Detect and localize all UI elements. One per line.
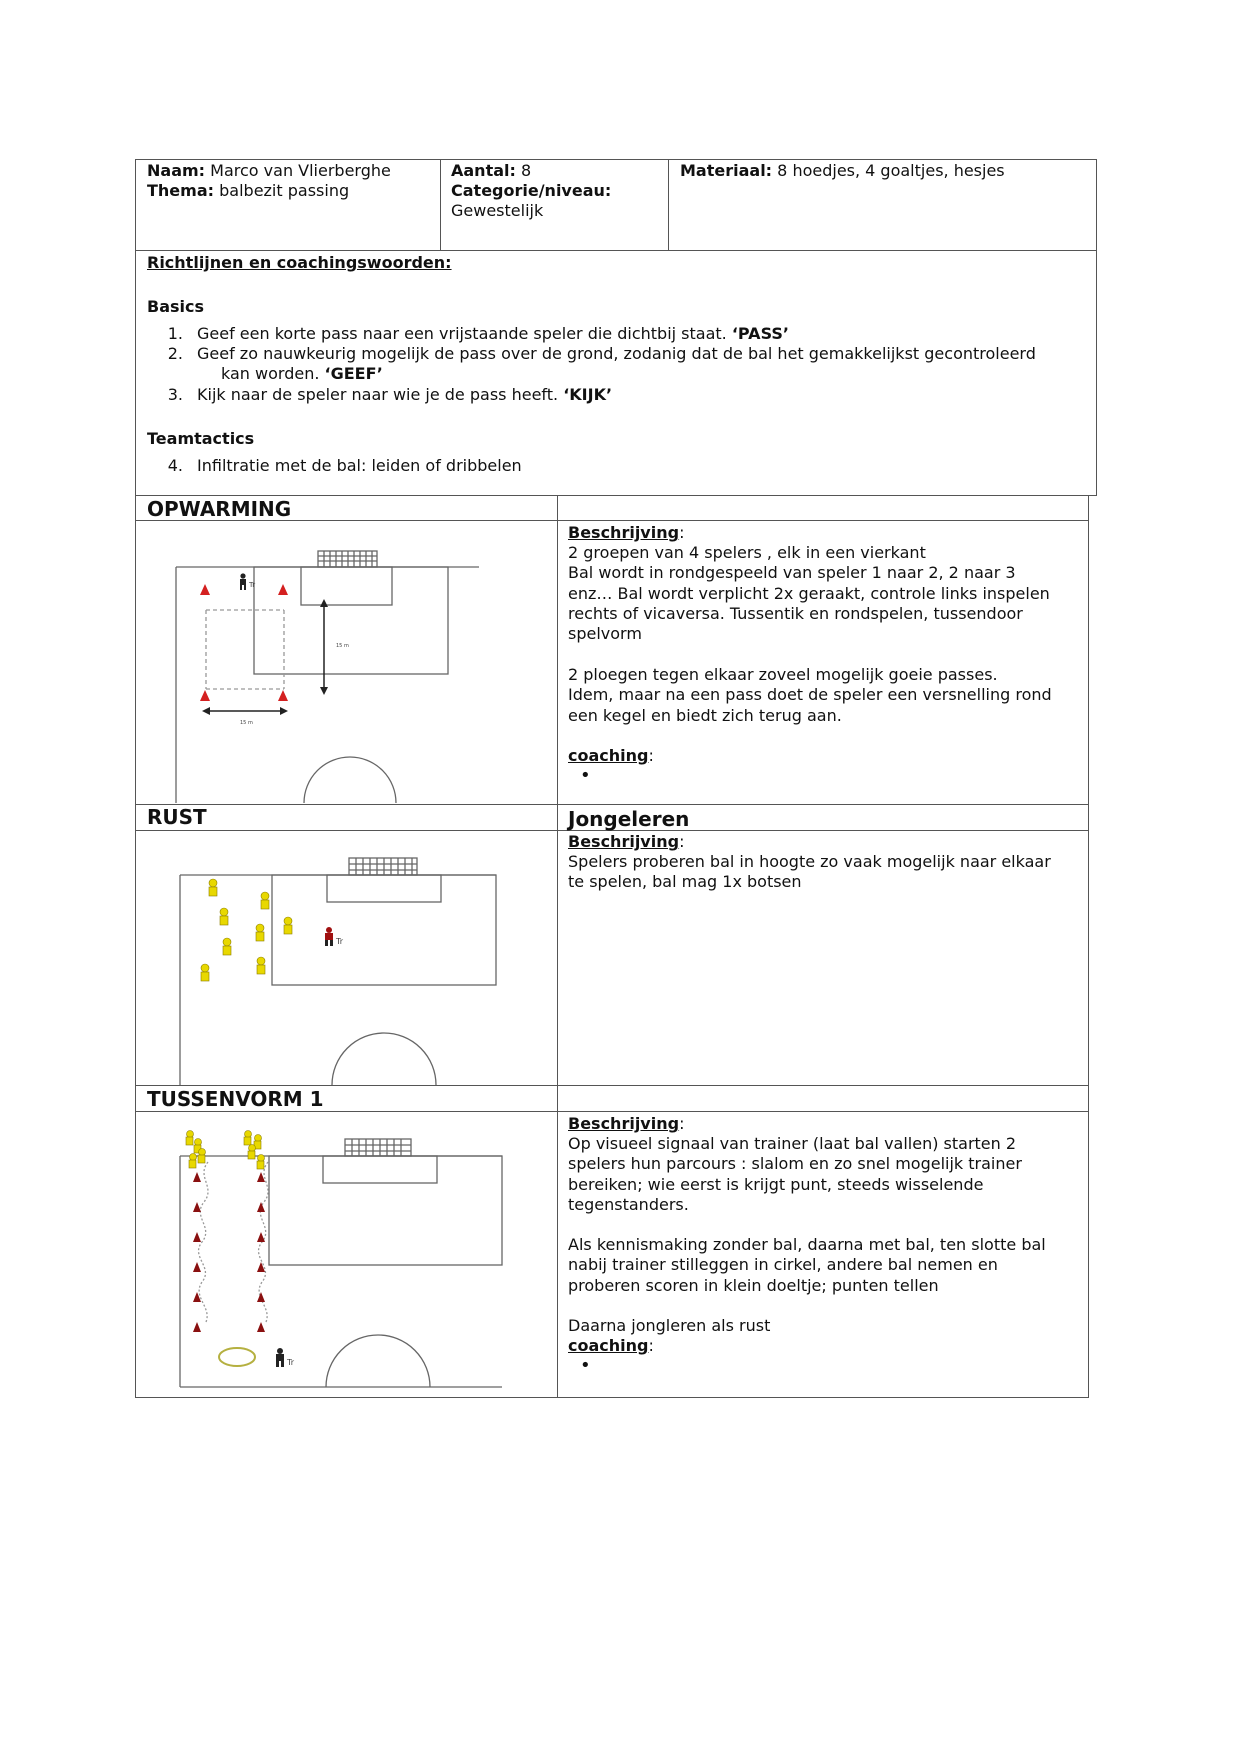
tussenvorm-diagram (136, 1112, 556, 1397)
opwarming-paragraph-2: 2 ploegen tegen elkaar zoveel mogelijk goeie passes. Idem, maar na een pass doet de speler een versnelling rond een kegel en biedt zich terug aan. (568, 665, 1052, 725)
rust-diagram (136, 831, 556, 1085)
naam-label: Naam: (147, 161, 206, 180)
guidelines-title: Richtlijnen en coachingswoorden: (147, 253, 452, 272)
categorie-label: Categorie/niveau: (451, 181, 612, 200)
rust-trainer-label: Tr (336, 937, 343, 946)
naam-row (147, 161, 391, 181)
opwarming-diagram (136, 521, 556, 803)
section-right-title-jongeleren: Jongeleren (568, 807, 690, 831)
basics-item-2: 2. Geef zo nauwkeurig mogelijk de pass over de grond, zodanig dat de bal het gemakkelijkst gecontroleerd (167, 344, 1036, 363)
basics-item-3: 3. Kijk naar de speler naar wie je de pass heeft. ‘KIJK’ (167, 385, 613, 404)
opwarming-beschrijving: Beschrijving: (568, 523, 685, 542)
tussenvorm-coaching: coaching: (568, 1336, 654, 1355)
section-title-rust: RUST (147, 805, 207, 829)
materiaal-row (680, 161, 1005, 181)
aantal-value: 8 (521, 161, 532, 180)
basics-item-2-cont: kan worden. ‘GEEF’ (221, 364, 383, 383)
teamtactics-heading: Teamtactics (147, 429, 255, 448)
rust-beschrijving: Beschrijving: (568, 832, 685, 851)
tussenvorm-paragraph-3: Daarna jongleren als rust (568, 1316, 771, 1335)
categorie-value: Gewestelijk (451, 201, 544, 220)
basics-heading: Basics (147, 297, 205, 316)
tussenvorm-paragraph-1: Op visueel signaal van trainer (laat bal vallen) starten 2 spelers hun parcours : slalom en zo snel mogelijk trainer bereiken; wie eerst is krijgt punt, steeds wisselende tegenstanders. (568, 1134, 1022, 1214)
opwarming-dim-vertical: 15 m (336, 643, 349, 649)
teamtactics-item-4: 4. Infiltratie met de bal: leiden of dribbelen (167, 456, 522, 475)
tussenvorm-beschrijving: Beschrijving: (568, 1114, 685, 1133)
rust-paragraph-1: Spelers proberen bal in hoogte zo vaak mogelijk naar elkaar te spelen, bal mag 1x botsen (568, 852, 1051, 892)
opwarming-paragraph-1: 2 groepen van 4 spelers , elk in een vierkant Bal wordt in rondgespeeld van speler 1 naar 2, 2 naar 3 enz… Bal wordt verplicht 2x geraakt, controle links inspelen rechts of vicaversa. Tussentik en rondspelen, tussendoor spelvorm (568, 543, 1050, 644)
section-title-tussenvorm-1: TUSSENVORM 1 (147, 1087, 324, 1111)
section-title-opwarming: OPWARMING (147, 497, 292, 521)
basics-item-1: 1. Geef een korte pass naar een vrijstaande speler die dichtbij staat. ‘PASS’ (167, 324, 789, 343)
tussenvorm-paragraph-2: Als kennismaking zonder bal, daarna met bal, ten slotte bal nabij trainer stilleggen in cirkel, andere bal nemen en proberen scoren in klein doeltje; punten tellen (568, 1235, 1046, 1295)
thema-label: Thema: (147, 181, 215, 200)
aantal-label: Aantal: (451, 161, 516, 180)
opwarming-coaching: coaching: (568, 746, 654, 765)
opwarming-coaching-bullet: • (580, 765, 591, 786)
opwarming-trainer-label: Tr (249, 581, 256, 589)
thema-row (147, 181, 349, 201)
thema-value: balbezit passing (219, 181, 350, 200)
tussenvorm-coaching-bullet: • (580, 1355, 591, 1376)
aantal-row (451, 161, 531, 181)
materiaal-label: Materiaal: (680, 161, 773, 180)
materiaal-value: 8 hoedjes, 4 goaltjes, hesjes (777, 161, 1005, 180)
opwarming-dim-horizontal: 15 m (240, 720, 253, 726)
tussenvorm-trainer-label: Tr (287, 1358, 294, 1367)
naam-value: Marco van Vlierberghe (210, 161, 391, 180)
